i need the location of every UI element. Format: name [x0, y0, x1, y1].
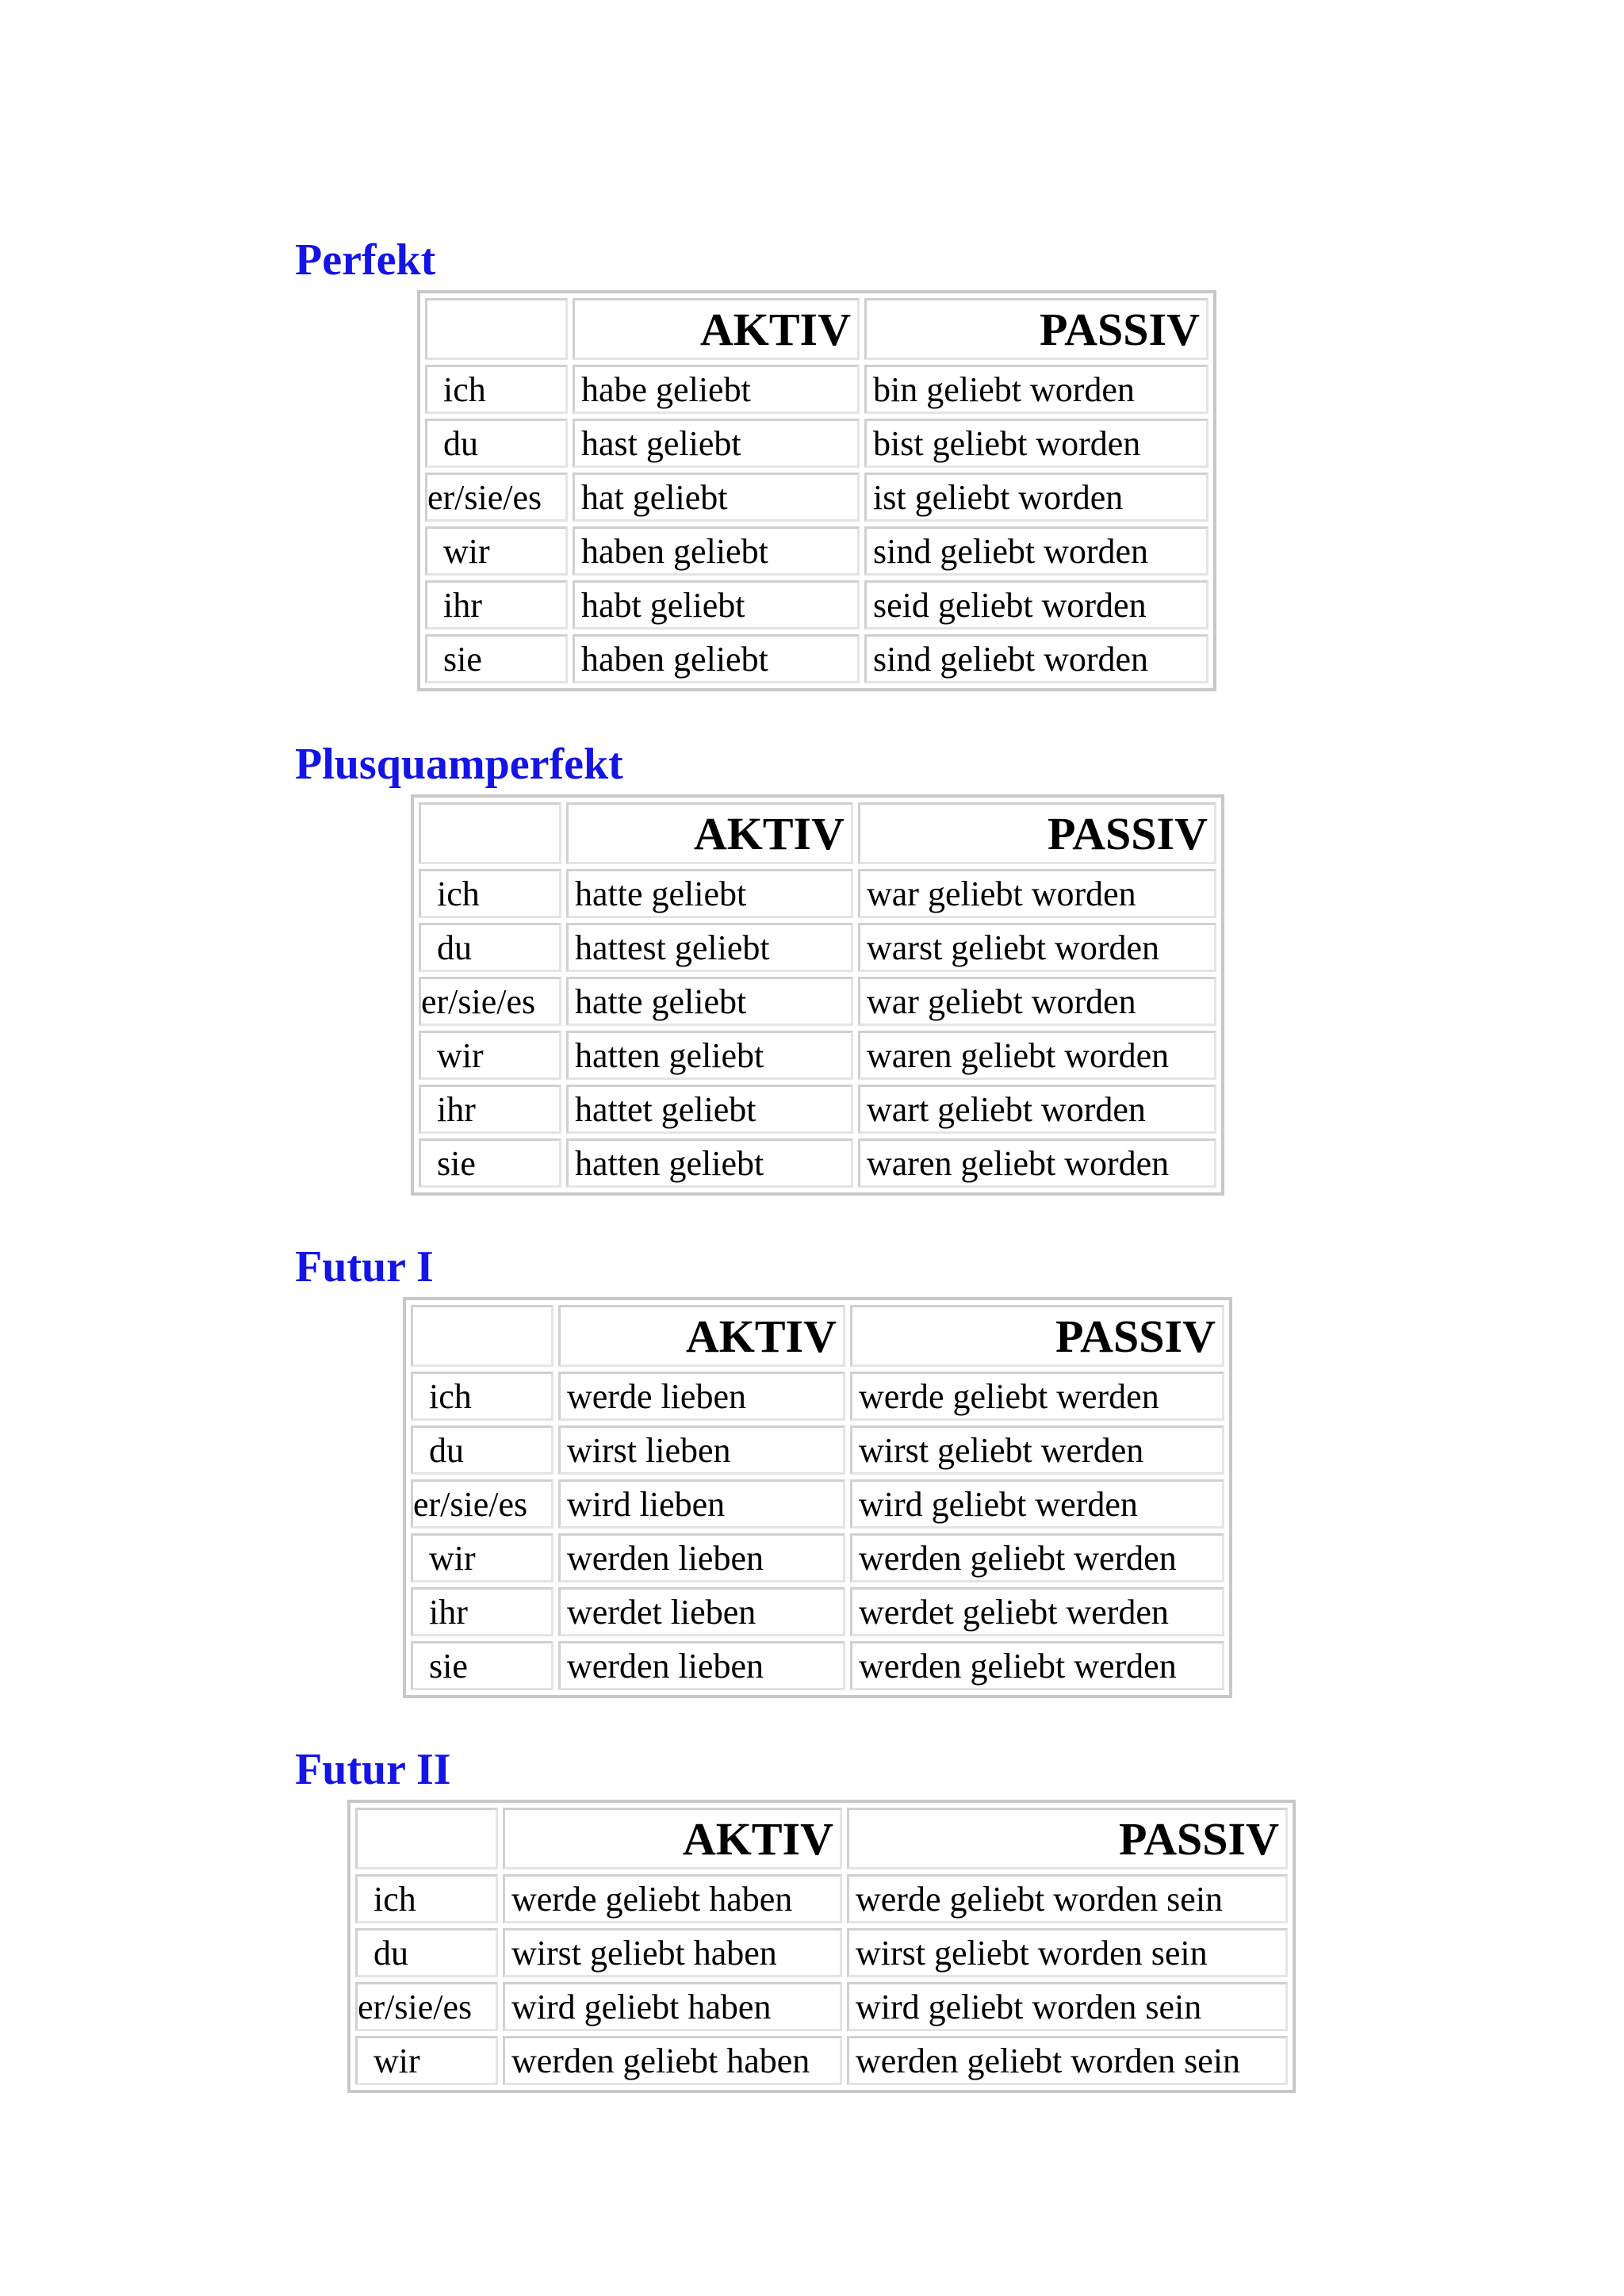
table-row [411, 1479, 1224, 1529]
table-row [355, 1928, 1288, 1977]
aktiv-cell: werdet lieben [558, 1587, 845, 1636]
header-aktiv: AKTIV [566, 802, 853, 864]
pronoun-cell: du [355, 1928, 498, 1977]
table-row [425, 473, 1208, 522]
aktiv-cell: werde lieben [558, 1372, 845, 1421]
table-row [419, 923, 1216, 972]
table-header-row [425, 298, 1208, 360]
aktiv-cell: hat geliebt [573, 473, 860, 522]
header-passiv: PASSIV [864, 298, 1208, 360]
aktiv-cell: werden lieben [558, 1641, 845, 1690]
aktiv-cell: hast geliebt [573, 419, 860, 468]
pronoun-cell: wir [355, 2036, 498, 2085]
passiv-cell: waren geliebt worden [858, 1031, 1216, 1080]
passiv-cell: werden geliebt worden sein [847, 2036, 1288, 2085]
passiv-cell: werden geliebt werden [850, 1641, 1224, 1690]
pronoun-cell: ich [425, 365, 568, 414]
table-row [411, 1425, 1224, 1475]
aktiv-cell: werden geliebt haben [503, 2036, 842, 2085]
aktiv-cell: hatte geliebt [566, 869, 853, 918]
pronoun-cell: sie [419, 1138, 561, 1188]
table-header-row [419, 802, 1216, 864]
passiv-cell: sind geliebt worden [864, 634, 1208, 683]
header-aktiv: AKTIV [573, 298, 860, 360]
aktiv-cell: habe geliebt [573, 365, 860, 414]
aktiv-cell: hattest geliebt [566, 923, 853, 972]
passiv-cell: wart geliebt worden [858, 1085, 1216, 1134]
table-row [425, 526, 1208, 576]
aktiv-cell: hatte geliebt [566, 977, 853, 1026]
pronoun-cell: ihr [411, 1587, 553, 1636]
pronoun-cell: wir [411, 1533, 553, 1582]
header-aktiv: AKTIV [558, 1305, 845, 1367]
section-title-perfekt: Perfekt [295, 235, 436, 285]
passiv-cell: bist geliebt worden [864, 419, 1208, 468]
table-header-row [411, 1305, 1224, 1367]
pronoun-cell: ihr [425, 580, 568, 629]
table-row [419, 869, 1216, 918]
aktiv-cell: wird geliebt haben [503, 1982, 842, 2031]
passiv-cell: seid geliebt worden [864, 580, 1208, 629]
pronoun-cell: du [425, 419, 568, 468]
aktiv-cell: wird lieben [558, 1479, 845, 1529]
aktiv-cell: werden lieben [558, 1533, 845, 1582]
table-row [355, 1982, 1288, 2031]
passiv-cell: wird geliebt werden [850, 1479, 1224, 1529]
passiv-cell: ist geliebt worden [864, 473, 1208, 522]
aktiv-cell: habt geliebt [573, 580, 860, 629]
pronoun-cell: er/sie/es [419, 977, 561, 1026]
pronoun-cell: du [411, 1425, 553, 1475]
header-empty-cell [419, 802, 561, 864]
passiv-cell: werde geliebt werden [850, 1372, 1224, 1421]
conjugation-table-futur-2 [347, 1800, 1296, 2093]
passiv-cell: war geliebt worden [858, 977, 1216, 1026]
conjugation-table-plusquamperfekt [411, 794, 1224, 1196]
pronoun-cell: er/sie/es [355, 1982, 498, 2031]
passiv-cell: wird geliebt worden sein [847, 1982, 1288, 2031]
conjugation-table-perfekt [417, 290, 1216, 691]
aktiv-cell: haben geliebt [573, 634, 860, 683]
aktiv-cell: hatten geliebt [566, 1031, 853, 1080]
header-passiv: PASSIV [847, 1808, 1288, 1869]
aktiv-cell: hattet geliebt [566, 1085, 853, 1134]
table-row [411, 1587, 1224, 1636]
passiv-cell: wirst geliebt werden [850, 1425, 1224, 1475]
section-title-futur-2: Futur II [295, 1745, 451, 1794]
passiv-cell: bin geliebt worden [864, 365, 1208, 414]
pronoun-cell: wir [425, 526, 568, 576]
table-row [411, 1533, 1224, 1582]
table-row [419, 1031, 1216, 1080]
aktiv-cell: wirst lieben [558, 1425, 845, 1475]
passiv-cell: war geliebt worden [858, 869, 1216, 918]
table-header-row [355, 1808, 1288, 1869]
aktiv-cell: werde geliebt haben [503, 1874, 842, 1923]
pronoun-cell: ihr [419, 1085, 561, 1134]
header-passiv: PASSIV [858, 802, 1216, 864]
pronoun-cell: sie [425, 634, 568, 683]
passiv-cell: werden geliebt werden [850, 1533, 1224, 1582]
table-row [411, 1641, 1224, 1690]
pronoun-cell: ich [419, 869, 561, 918]
pronoun-cell: ich [355, 1874, 498, 1923]
pronoun-cell: er/sie/es [425, 473, 568, 522]
table-row [425, 419, 1208, 468]
section-title-plusquamperfekt: Plusquamperfekt [295, 740, 623, 789]
header-empty-cell [411, 1305, 553, 1367]
passiv-cell: warst geliebt worden [858, 923, 1216, 972]
passiv-cell: werdet geliebt werden [850, 1587, 1224, 1636]
table-row [425, 580, 1208, 629]
header-aktiv: AKTIV [503, 1808, 842, 1869]
table-row [419, 977, 1216, 1026]
table-row [425, 365, 1208, 414]
table-row [355, 1874, 1288, 1923]
aktiv-cell: hatten geliebt [566, 1138, 853, 1188]
passiv-cell: waren geliebt worden [858, 1138, 1216, 1188]
passiv-cell: sind geliebt worden [864, 526, 1208, 576]
passiv-cell: werde geliebt worden sein [847, 1874, 1288, 1923]
pronoun-cell: wir [419, 1031, 561, 1080]
header-empty-cell [355, 1808, 498, 1869]
section-title-futur-1: Futur I [295, 1242, 434, 1292]
pronoun-cell: er/sie/es [411, 1479, 553, 1529]
table-row [411, 1372, 1224, 1421]
pronoun-cell: ich [411, 1372, 553, 1421]
passiv-cell: wirst geliebt worden sein [847, 1928, 1288, 1977]
table-row [419, 1085, 1216, 1134]
pronoun-cell: sie [411, 1641, 553, 1690]
table-row [355, 2036, 1288, 2085]
header-empty-cell [425, 298, 568, 360]
header-passiv: PASSIV [850, 1305, 1224, 1367]
pronoun-cell: du [419, 923, 561, 972]
conjugation-table-futur-1 [403, 1297, 1232, 1698]
table-row [419, 1138, 1216, 1188]
table-row [425, 634, 1208, 683]
aktiv-cell: haben geliebt [573, 526, 860, 576]
aktiv-cell: wirst geliebt haben [503, 1928, 842, 1977]
